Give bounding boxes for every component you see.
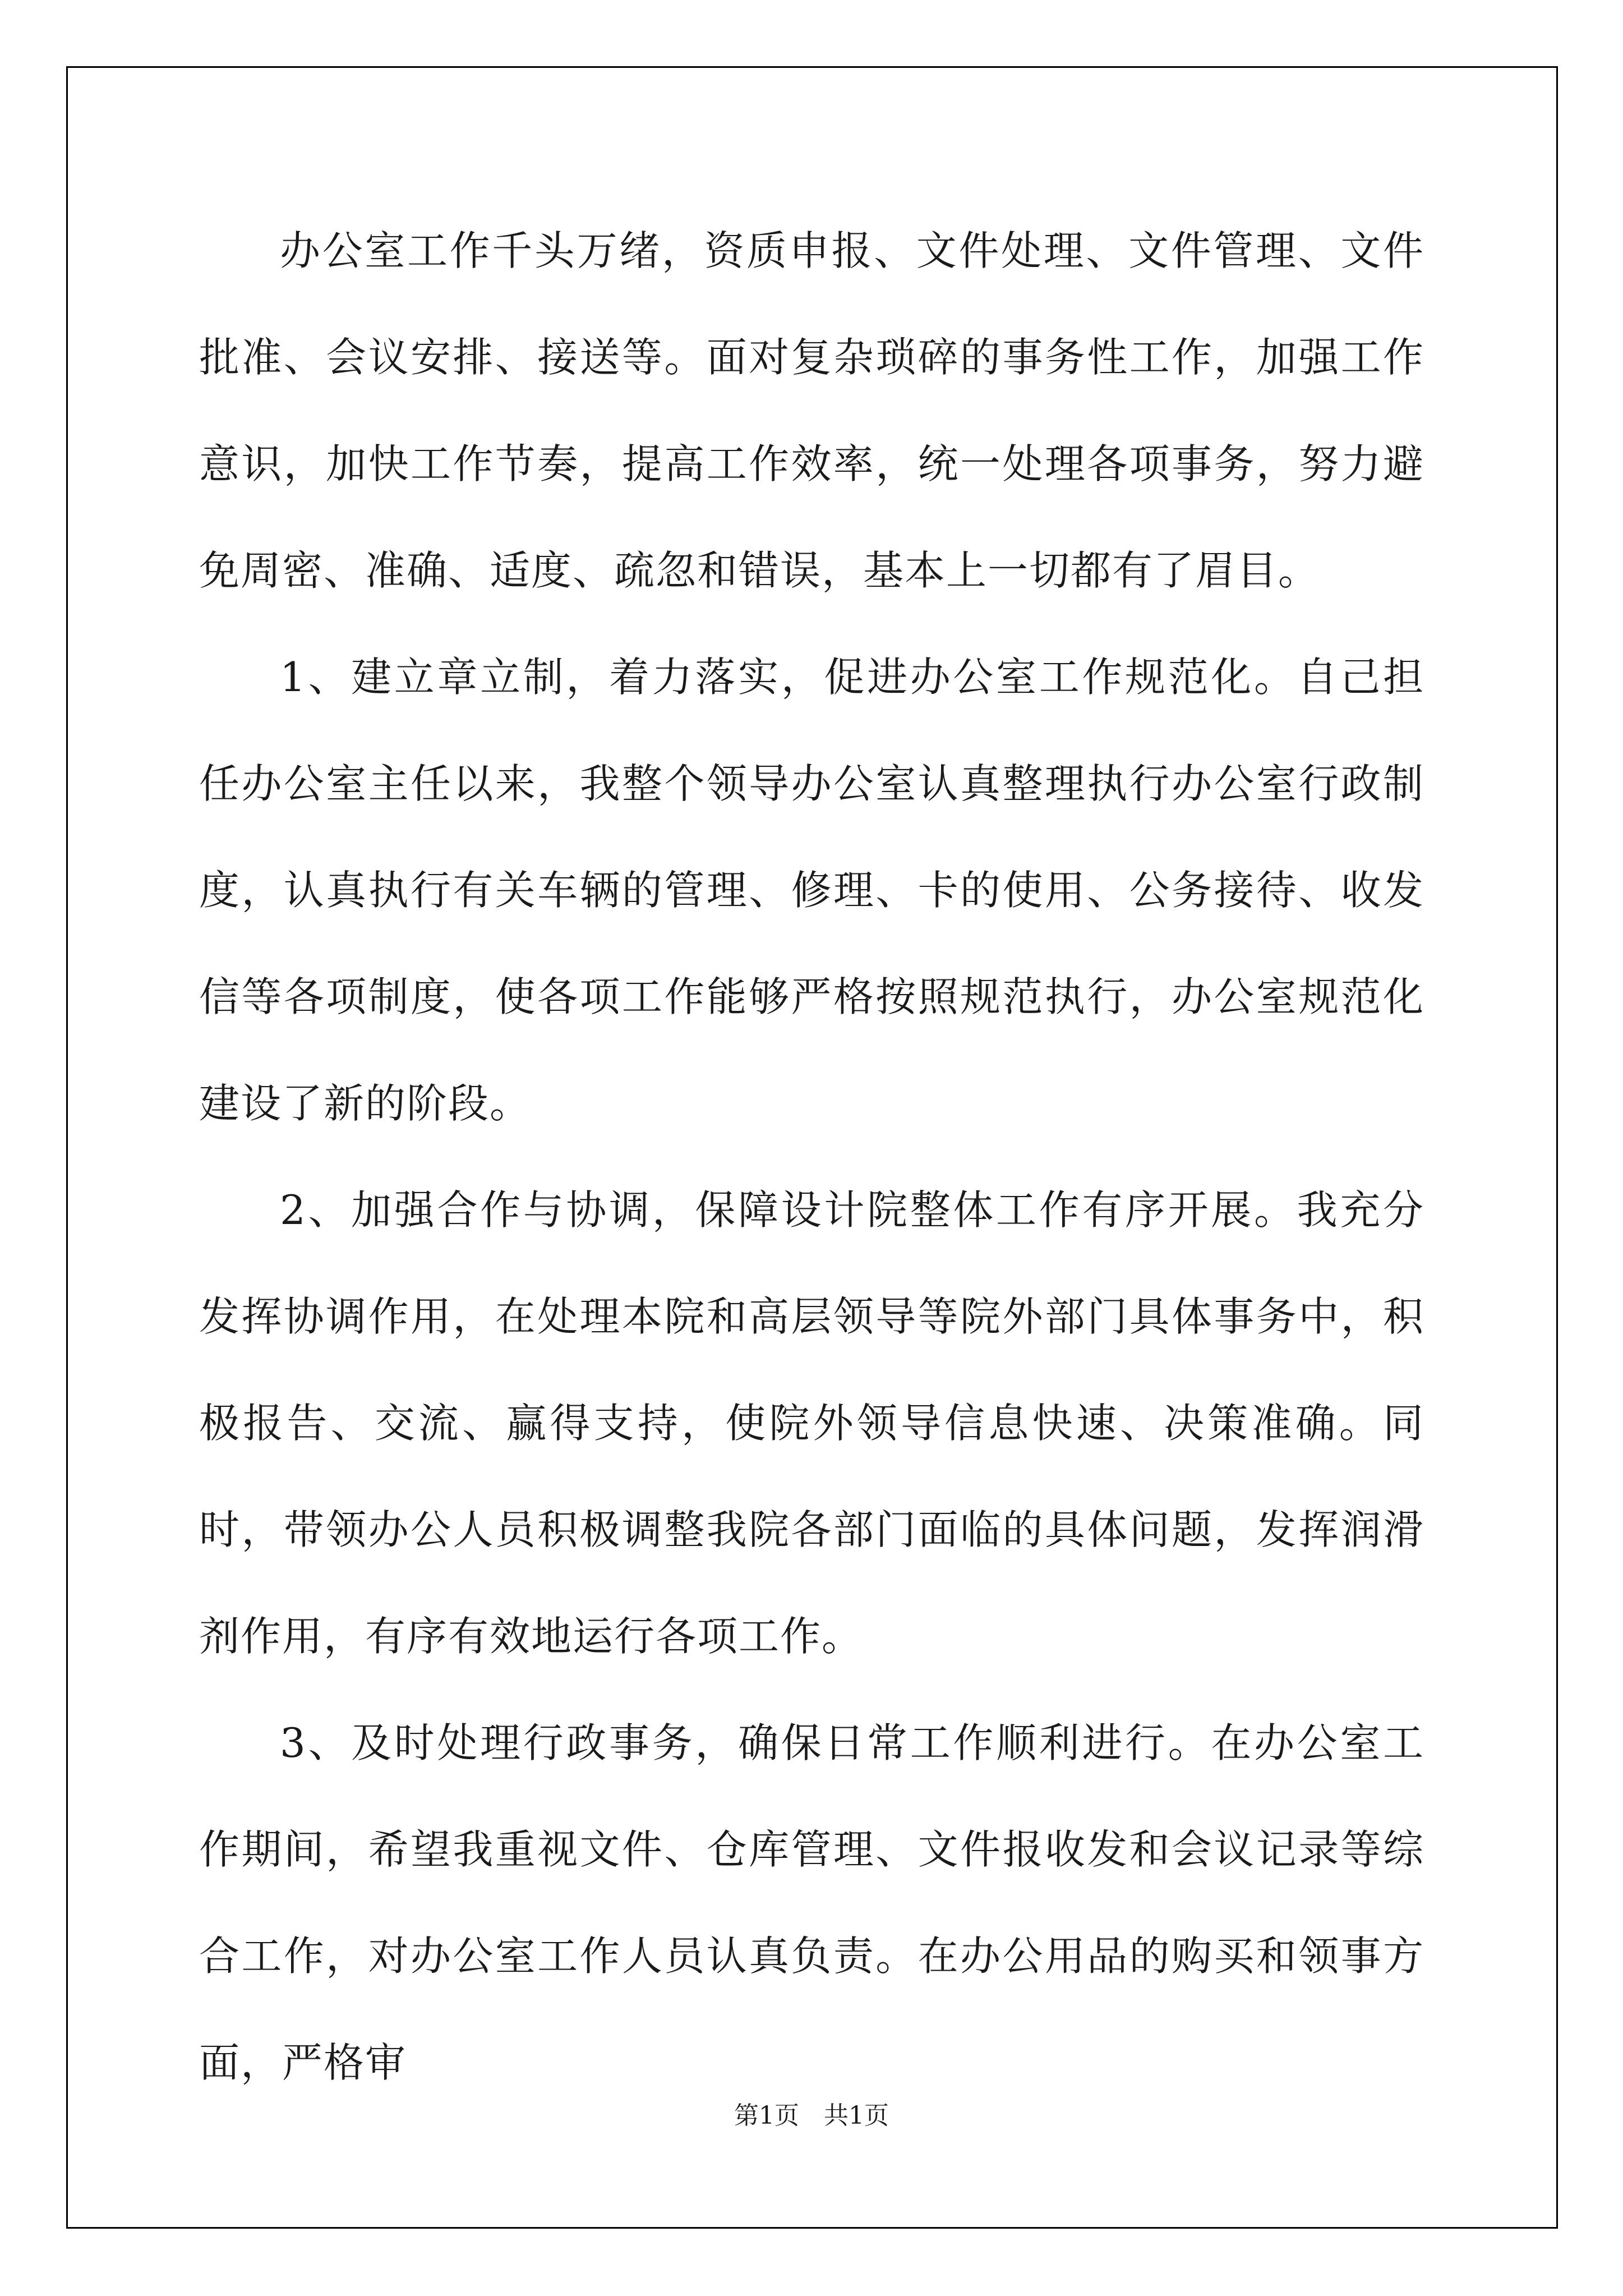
paragraph-item-2: 2、加强合作与协调，保障设计院整体工作有序开展。我充分发挥协调作用，在处理本院和高层领导等院外部门具体事务中，积极报告、交流、赢得支持，使院外领导信息快速、决策准确。同时，带领办公人员积极调整我院各部门面临的具体问题，发挥润滑剂作用，有序有效地运行各项工作。 — [199, 1186, 1424, 1660]
paragraph-item-1: 1、建立章立制，着力落实，促进办公室工作规范化。自己担任办公室主任以来，我整个领导办公室认真整理执行办公室行政制度，认真执行有关车辆的管理、修理、卡的使用、公务接待、收发信等各项制度，使各项工作能够严格按照规范执行，办公室规范化建设了新的阶段。 — [199, 654, 1424, 1127]
document-body — [199, 197, 1424, 2116]
page-number-label: 第1页 共1页 — [734, 2101, 889, 2130]
paragraph-item-3: 3、及时处理行政事务，确保日常工作顺利进行。在办公室工作期间，希望我重视文件、仓库管理、文件报收发和会议记录等综合工作，对办公室工作人员认真负责。在办公用品的购买和领事方面，严格审 — [199, 1719, 1424, 2086]
paragraph-intro: 办公室工作千头万绪，资质申报、文件处理、文件管理、文件批准、会议安排、接送等。面对复杂琐碎的事务性工作，加强工作意识，加快工作节奏，提高工作效率，统一处理各项事务，努力避免周密、准确、适度、疏忽和错误，基本上一切都有了眉目。 — [199, 227, 1424, 594]
page-footer — [0, 2095, 1623, 2131]
